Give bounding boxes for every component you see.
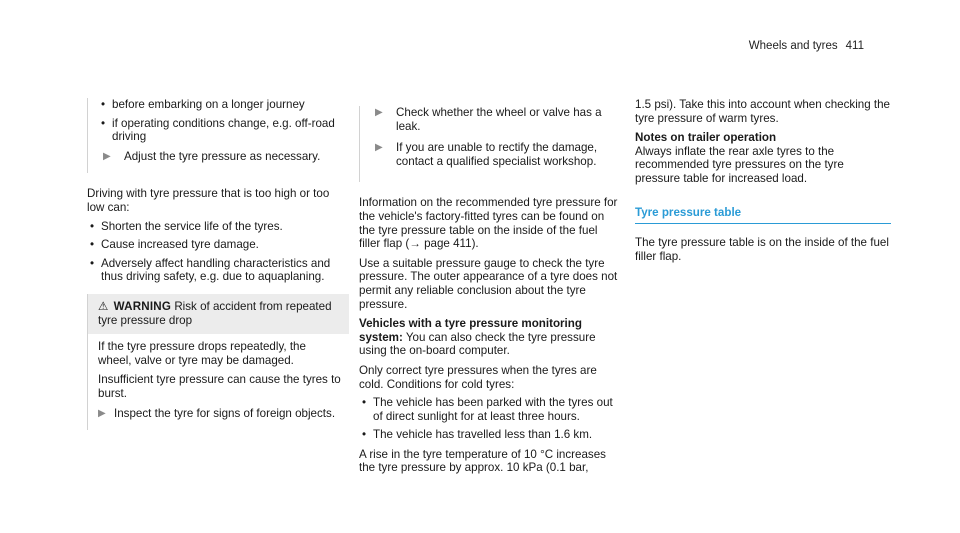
warning-title: Risk of accident from repeated tyre pressure drop	[98, 299, 332, 327]
paragraph: If the tyre pressure drops repeatedly, the wheel, valve or tyre may be damaged.	[98, 340, 306, 367]
paragraph: Always inflate the rear axle tyres to the recommended tyre pressures on the tyre pressure table for increased load.	[635, 144, 844, 185]
warning-body	[88, 334, 349, 430]
warning-label: WARNING	[113, 299, 172, 313]
column-1	[87, 98, 349, 430]
list-item: • Cause increased tyre damage.	[90, 238, 259, 252]
bullet-icon: •	[90, 219, 95, 233]
list-item: • Shorten the service life of the tyres.	[90, 219, 283, 233]
list-item: • Adversely affect handling characteristics and thus driving safety, e.g. due to aquaplaning.	[90, 256, 331, 284]
play-arrow-icon: ▶	[98, 407, 106, 419]
bullet-icon: •	[101, 116, 106, 130]
play-arrow-icon: ▶	[103, 150, 111, 162]
page-number: 411	[845, 40, 864, 52]
paragraph: 1.5 psi). Take this into account when checking the tyre pressure of warm tyres.	[635, 98, 890, 125]
column-3	[635, 98, 891, 263]
paragraph: Use a suitable pressure gauge to check the tyre pressure. The outer appearance of a tyre does not permit any reliable conclusion about the tyre pressure.	[359, 256, 618, 311]
bullet-list	[98, 98, 349, 144]
paragraph: Information on the recommended tyre pressure for the vehicle's factory-fitted tyres can be found on the tyre pressure table on the inside of the fuel filler flap (→ page 411).	[359, 196, 618, 251]
instruction-step: ▶ Check whether the wheel or valve has a leak.	[375, 106, 602, 133]
list-item: • The vehicle has been parked with the tyres out of direct sunlight for at least three hours.	[362, 396, 613, 423]
paragraph: Vehicles with a tyre pressure monitoring system: You can also check the tyre pressure using the on-board computer.	[359, 317, 596, 358]
list-item: • before embarking on a longer journey	[101, 98, 305, 111]
column-2	[359, 98, 621, 475]
list-item: • if operating conditions change, e.g. off-road driving	[101, 116, 335, 144]
play-arrow-icon: ▶	[375, 107, 383, 118]
warning-triangle-icon: ⚠	[98, 299, 109, 313]
section-title: Wheels and tyres	[748, 40, 838, 52]
bullet-icon: •	[90, 256, 95, 270]
section-heading: Tyre pressure table	[635, 206, 891, 225]
instruction-box	[359, 106, 621, 182]
bullet-icon: •	[90, 238, 95, 252]
paragraph: A rise in the tyre temperature of 10 °C increases the tyre pressure by approx. 10 kPa (0.1 bar,	[359, 447, 606, 475]
warning-header	[88, 294, 349, 334]
paragraph: Only correct tyre pressures when the tyres are cold. Conditions for cold tyres:	[359, 363, 597, 391]
bullet-icon: •	[362, 396, 367, 410]
bullet-icon: •	[362, 428, 367, 442]
page-header	[749, 40, 864, 54]
paragraph: Driving with tyre pressure that is too high or too low can:	[87, 187, 330, 214]
subheading: Notes on trailer operation	[635, 131, 777, 145]
instruction-step: ▶ If you are unable to rectify the damage, contact a qualified specialist workshop.	[375, 141, 598, 168]
instruction-step: ▶ Adjust the tyre pressure as necessary.	[103, 149, 321, 163]
list-item: • The vehicle has travelled less than 1.6 km.	[362, 428, 593, 442]
play-arrow-icon: ▶	[375, 142, 383, 154]
paragraph: The tyre pressure table is on the inside of the fuel filler flap.	[635, 236, 889, 263]
bullet-list	[359, 396, 621, 442]
instruction-step: ▶ Inspect the tyre for signs of foreign objects.	[98, 406, 336, 420]
tpms-label: Vehicles with a tyre pressure monitoring system:	[359, 317, 582, 344]
bullet-list	[87, 220, 349, 284]
paragraph: Insufficient tyre pressure can cause the tyres to burst.	[98, 373, 341, 400]
checklist-box	[87, 98, 349, 173]
warning-box	[87, 294, 349, 430]
bullet-icon: •	[101, 98, 106, 111]
